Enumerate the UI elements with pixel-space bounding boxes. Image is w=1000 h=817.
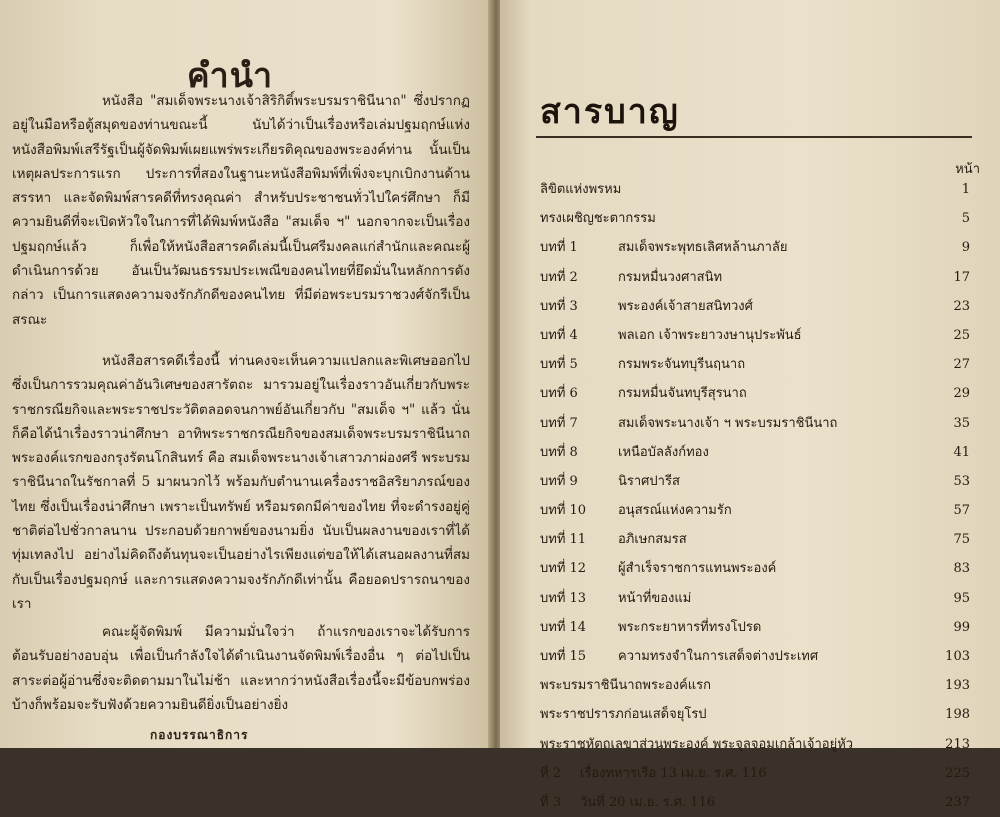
editorial-signature: กองบรรณาธิการ — [150, 728, 249, 742]
toc-entry-page-number: 103 — [945, 649, 970, 664]
toc-entry-title: พระองค์เจ้าสายสนิทวงศ์ — [618, 298, 753, 314]
toc-entry — [500, 642, 1000, 671]
toc-entry-title: พระราชหัตถเลขาส่วนพระองค์ พระจุลจอมเกล้าเจ้าอยู่หัว — [540, 736, 854, 752]
toc-entry-title: สมเด็จพระพุทธเลิศหล้านภาลัย — [618, 240, 788, 256]
toc-entry-chapter: บทที่ 2 — [540, 269, 578, 285]
toc-entry-page-number: 5 — [961, 211, 970, 227]
foreword-title: คำนำ — [186, 56, 274, 96]
toc-entry — [500, 700, 1000, 729]
contents-title: สารบาญ — [540, 92, 680, 132]
toc-entry-page-number: 17 — [953, 269, 970, 285]
toc-entry-title: นิราศปารีส — [618, 473, 680, 489]
toc-entry-chapter: บทที่ 14 — [540, 619, 587, 635]
toc-entry-page-number: 1 — [961, 182, 970, 197]
contents-list — [500, 175, 1000, 817]
toc-entry-title: กรมหมื่นวงศาสนิท — [618, 269, 723, 285]
toc-entry-page-number: 99 — [953, 619, 970, 635]
toc-entry-title: ผู้สำเร็จราชการแทนพระองค์ — [618, 561, 777, 577]
toc-entry-page-number: 57 — [953, 503, 970, 519]
toc-entry-title: หน้าที่ของแม่ — [618, 590, 692, 606]
foreword-paragraph-text: หนังสือ "สมเด็จพระนางเจ้าสิริกิติ์พระบรมราชินีนาถ" ซึ่งปรากฏอยู่ในมือหรือตู้สมุดของท่านขณะนี้ นับได้ว่าเป็นเรื่องหรือเล่มปฐมฤกษ์แห่งหนังสือพิมพ์เสรีรัฐเป็นผู้จัดพิมพ์เผยแพร่พระเกียรติคุณของพระองค์ท่าน นั้นเป็นเหตุผลประการแรก ประการที่สองในฐานะหนังสือพิมพ์ที่เพิ่งจะบุกเบิกงานด้านสรรหา และจัดพิมพ์สารคดีที่ทรงคุณค่า สำหรับประชาชนทั่วไปใคร่ศึกษา ก็มีความยินดีที่จะเปิดหัวใจในการที่ได้พิมพ์หนังสือ "สมเด็จ ฯ" นอกจากจะเป็นเรื่องปฐมฤกษ์แล้ว ก็เพื่อให้หนังสือสารคดีเล่มนี้เป็นศรีมงคลแก่สำนักและคณะผู้ดำเนินการด้วย อันเป็นวัฒนธรรมประเพณีของคนไทยที่ยึดมั่นในหลักการดังกล่าว เป็นการแสดงความจงรักภักดีของคนไทย ที่มีต่อพระบรมราชวงศ์จักรีเป็นสรณะ — [12, 93, 470, 328]
toc-entry — [500, 204, 1000, 233]
toc-entry-title: อนุสรณ์แห่งความรัก — [618, 503, 732, 519]
toc-entry-page-number: 213 — [945, 736, 970, 752]
title-rule — [536, 136, 972, 138]
toc-entry-chapter: บทที่ 4 — [540, 327, 578, 343]
toc-entry-chapter: บทที่ 11 — [540, 532, 587, 548]
toc-entry — [500, 379, 1000, 408]
toc-entry — [500, 350, 1000, 379]
toc-entry — [500, 438, 1000, 467]
toc-entry-page-number: 75 — [953, 532, 970, 548]
toc-entry-page-number: 9 — [961, 240, 970, 256]
toc-entry — [500, 554, 1000, 583]
toc-entry — [500, 584, 1000, 613]
toc-entry-title: ลิขิตแห่งพรหม — [540, 182, 622, 197]
toc-entry-page-number: 198 — [945, 707, 970, 723]
toc-entry-title: เรื่องทหารเรือ 13 เม.ย. ร.ศ. 116 — [580, 765, 767, 781]
contents-page — [500, 0, 1000, 810]
toc-entry-title: ความทรงจำในการเสด็จต่างประเทศ — [618, 649, 819, 664]
toc-entry-chapter: บทที่ 3 — [540, 298, 578, 314]
toc-entry-chapter: บทที่ 6 — [540, 386, 578, 402]
toc-entry — [500, 525, 1000, 554]
toc-entry-title: พระกระยาหารที่ทรงโปรด — [618, 619, 762, 635]
toc-entry-chapter: บทที่ 13 — [540, 590, 587, 606]
toc-entry-title: กรมหมื่นจันทบุรีสุรนาถ — [618, 386, 747, 402]
toc-entry-chapter: ที่ 2 — [540, 765, 561, 781]
toc-entry — [500, 409, 1000, 438]
toc-entry — [500, 759, 1000, 788]
toc-entry — [500, 613, 1000, 642]
toc-entry-page-number: 25 — [953, 327, 970, 343]
toc-entry-chapter: บทที่ 5 — [540, 357, 578, 373]
toc-entry — [500, 233, 1000, 262]
foreword-page — [0, 0, 492, 748]
toc-entry-title: สมเด็จพระนางเจ้า ฯ พระบรมราชินีนาถ — [618, 415, 838, 431]
toc-entry-page-number: 83 — [953, 561, 970, 577]
toc-entry-chapter: ที่ 3 — [540, 794, 561, 810]
foreword-paragraph-text: คณะผู้จัดพิมพ์ มีความมั่นใจว่า ถ้าแรกของเราจะได้รับการต้อนรับอย่างอบอุ่น เพื่อเป็นกำลังใจได้ดำเนินงานจัดพิมพ์เรื่องอื่น ๆ ต่อไปเป็นสาระต่อผู้อ่านซึ่งจะติดตามมาในไม่ช้า และหากว่าหนังสือเรื่องนี้จะมีข้อบกพร่องบ้างก็พร้อมจะรับฟังด้วยความยินดียิ่งเป็นอย่างยิ่ง — [12, 624, 470, 713]
toc-entry — [500, 292, 1000, 321]
toc-entry-page-number: 35 — [953, 415, 970, 431]
toc-entry — [500, 467, 1000, 496]
toc-entry-page-number: 53 — [953, 473, 970, 489]
toc-entry-chapter: บทที่ 1 — [540, 240, 578, 256]
toc-entry-chapter: บทที่ 10 — [540, 503, 587, 519]
toc-entry-chapter: บทที่ 12 — [540, 561, 587, 577]
toc-entry-chapter: บทที่ 9 — [540, 473, 578, 489]
toc-entry-title: วันที่ 20 เม.ย. ร.ศ. 116 — [580, 794, 716, 810]
toc-entry — [500, 671, 1000, 700]
toc-entry-page-number: 23 — [953, 298, 970, 314]
toc-entry-chapter: บทที่ 8 — [540, 444, 578, 460]
toc-entry-page-number: 95 — [953, 590, 970, 606]
toc-entry-chapter: บทที่ 15 — [540, 649, 587, 664]
toc-entry-title: อภิเษกสมรส — [618, 532, 687, 548]
toc-entry-title: พลเอก เจ้าพระยาวงษานุประพันธ์ — [618, 327, 802, 343]
toc-entry-page-number: 29 — [953, 386, 970, 402]
toc-entry-title: กรมพระจันทบุรีนฤนาถ — [618, 357, 746, 373]
foreword-paragraph-3 — [12, 620, 470, 717]
toc-entry-page-number: 225 — [945, 765, 970, 781]
page-column-label: หน้า — [955, 162, 980, 177]
toc-entry — [500, 263, 1000, 292]
toc-entry-page-number: 237 — [945, 794, 970, 810]
toc-entry — [500, 175, 1000, 204]
toc-entry — [500, 730, 1000, 759]
toc-entry-page-number: 193 — [945, 678, 970, 694]
toc-entry-title: พระบรมราชินีนาถพระองค์แรก — [540, 678, 712, 694]
toc-entry-title: ทรงเผชิญชะตากรรม — [540, 211, 656, 227]
toc-entry-title: พระราชปรารภก่อนเสด็จยุโรป — [540, 707, 707, 723]
toc-entry-page-number: 27 — [953, 357, 970, 373]
foreword-paragraph-1 — [12, 89, 470, 332]
toc-entry — [500, 788, 1000, 817]
foreword-paragraph-text: หนังสือสารคดีเรื่องนี้ ท่านคงจะเห็นความแปลกและพิเศษออกไป ซึ่งเป็นการรวมคุณค่าอันวิเศษของสารัตถะ มารวมอยู่ในเรื่องราวอันเกี่ยวกับพระราชกรณียกิจและพระราชประวัติตลอดจนกาพย์อันเกี่ยวกับ "สมเด็จ ฯ" แล้ว นั่นก็คือได้นำเรื่องราวน่าศึกษา อาทิพระราชกรณียกิจของสมเด็จพระบรมราชินีนาถ พระองค์แรกของกรุงรัตนโกสินทร์ คือ สมเด็จพระนางเจ้าเสาวภาผ่องศรี พระบรมราชินีนาถในรัชกาลที่ 5 มาผนวกไว้ พร้อมกับตำนานเครื่องราชอิสริยาภรณ์ของไทย ซึ่งเป็นเรื่องน่าศึกษา เพราะเป็นทรัพย์ หรือมรดกมีค่าของไทย ที่จะดำรงอยู่คู่ชาติต่อไปชั่วกาลนาน ประกอบด้วยกาพย์ของนามยิ่ง นับเป็นผลงานของเราที่ได้ทุ่มเทลงไป อย่างไม่คิดถึงต้นทุนจะเป็นอย่างไรเพียงแต่ขอให้ได้เสนอผลงานที่สมกับเป็นเรื่องปฐมฤกษ์ และการแสดงความจงรักภักดีเท่านั้น คือยอดปรารถนาของเรา — [12, 353, 470, 612]
foreword-paragraph-2 — [12, 349, 470, 616]
toc-entry — [500, 321, 1000, 350]
toc-entry-page-number: 41 — [953, 444, 970, 460]
toc-entry — [500, 496, 1000, 525]
toc-entry-title: เหนือบัลลังก์ทอง — [618, 444, 709, 460]
toc-entry-chapter: บทที่ 7 — [540, 415, 578, 431]
